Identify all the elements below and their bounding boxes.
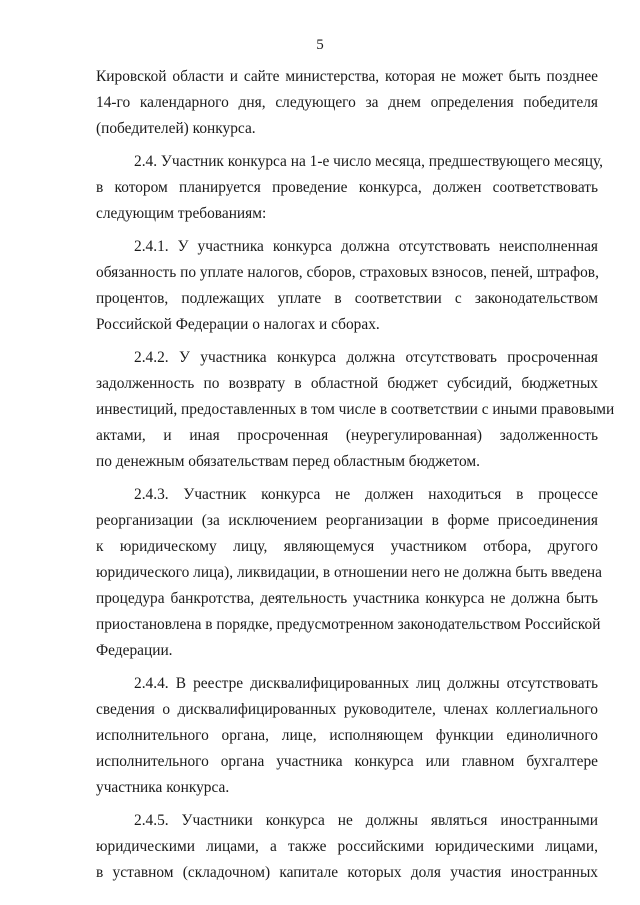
text-line: обязанность по уплате налогов, сборов, страховых взносов, пеней, штрафов, [96,264,599,281]
text-line: 14-го календарного дня, следующего за днем определения победителя [96,94,598,111]
text-line: реорганизации (за исключением реорганизации в форме присоединения [96,512,598,529]
text-line: 2.4.4. В реестре дисквалифицированных лиц должны отсутствовать [134,675,598,692]
paragraph-continuation [96,64,598,142]
paragraph-clause-2-4-2 [96,345,615,475]
page-number: 5 [316,37,324,53]
text-line: инвестиций, предоставленных в том числе в соответствии с иными правовыми [96,401,615,418]
text-line: процедура банкротства, деятельность участника конкурса не должна быть [96,590,598,607]
text-line: исполнительного органа участника конкурса или главном бухгалтере [96,753,598,770]
paragraph-clause-2-4-5 [96,808,598,886]
text-line: (победителей) конкурса. [96,120,256,137]
text-line: Российской Федерации о налогах и сборах. [96,316,380,333]
text-line: в уставном (складочном) капитале которых доля участия иностранных [96,864,598,881]
paragraph-clause-2-4-3 [96,482,602,664]
text-line: юридического лица), ликвидации, в отношении него не должна быть введена [96,564,602,581]
paragraph-clause-2-4 [96,149,604,227]
text-line: по денежным обязательствам перед областным бюджетом. [96,453,480,470]
document-body [96,64,615,893]
text-line: задолженность по возврату в областной бюджет субсидий, бюджетных [96,375,598,392]
text-line: в котором планируется проведение конкурса, должен соответствовать [96,179,598,196]
text-line: 2.4.5. Участники конкурса не должны являться иностранными [134,812,598,829]
text-line: исполнительного органа, лице, исполняющем функции единоличного [96,727,598,744]
text-line: 2.4.2. У участника конкурса должна отсутствовать просроченная [134,349,598,366]
text-line: 2.4.1. У участника конкурса должна отсутствовать неисполненная [134,238,598,255]
paragraph-clause-2-4-4 [96,671,598,801]
text-line: Кировской области и сайте министерства, которая не может быть позднее [96,68,598,85]
text-line: процентов, подлежащих уплате в соответствии с законодательством [96,290,598,307]
text-line: приостановлена в порядке, предусмотренном законодательством Российской [96,616,601,633]
text-line: сведения о дисквалифицированных руководителе, членах коллегиального [96,701,598,718]
text-line: к юридическому лицу, являющемуся участником отбора, другого [96,538,598,555]
text-line: актами, и иная просроченная (неурегулированная) задолженность [96,427,598,444]
text-line: юридическими лицами, а также российскими юридическими лицами, [96,838,598,855]
text-line: участника конкурса. [96,779,230,796]
text-line: Федерации. [96,642,173,659]
text-line: 2.4.3. Участник конкурса не должен находиться в процессе [134,486,598,503]
paragraph-clause-2-4-1 [96,234,598,338]
text-line: следующим требованиям: [96,205,267,222]
text-line: 2.4. Участник конкурса на 1-е число месяца, предшествующего месяцу, [134,153,604,170]
